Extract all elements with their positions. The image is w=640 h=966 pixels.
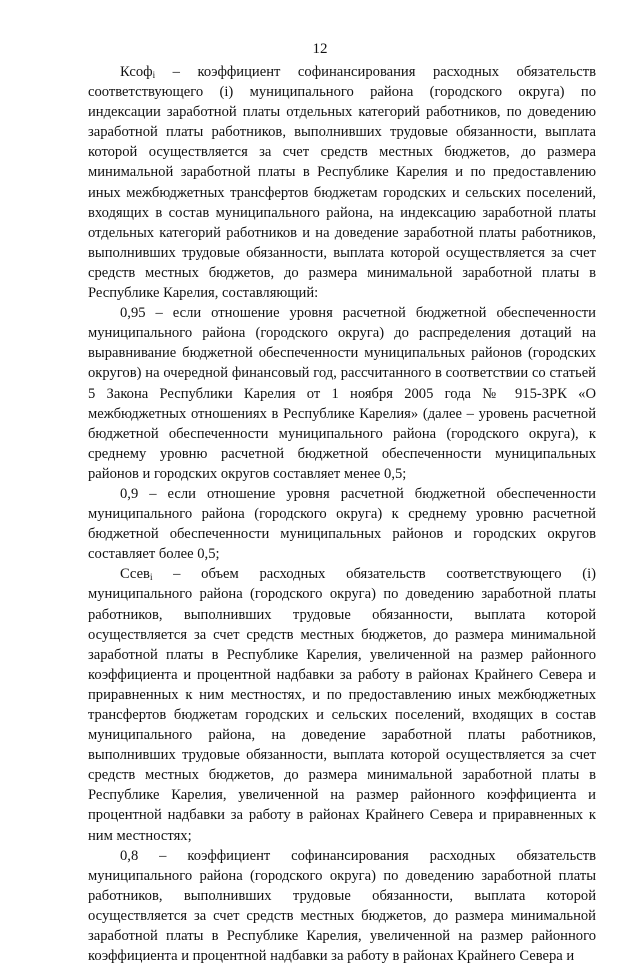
paragraph-ssev-volume — [88, 564, 596, 845]
paragraph-ksof-coefficient — [88, 62, 596, 303]
formula-subscript: i — [149, 572, 153, 583]
paragraph-text: – коэффициент софинансирования расходных обязательств соответствующего (i) муниципального района (городского округа) по индексации заработной платы отдельных категорий работников, по доведению заработной платы работников, выполнивших трудовые обязанности, выплата которой осуществляется за счет средств местных бюджетов, до размера минимальной заработной платы в Республике Карелия и по предоставлению иных межбюджетных трансфертов бюджетам городских и сельских поселений, входящих в состав муниципального района, на индексацию заработной платы отдельных категорий работников и на доведение заработной платы работников, выполнивших трудовые обязанности, выплата которой осуществляется за счет средств местных бюджетов, до размера минимальной заработной платы в Республике Карелия, составляющий: — [88, 64, 596, 302]
paragraph-text: 0,95 – если отношение уровня расчетной бюджетной обеспеченности муниципального района (городского округа) до распределения дотаций на выравнивание бюджетной обеспеченности муниципальных районов (городских округов) на очередной финансовый год, рассчитанного в соответствии со статьей 5 Закона Республики Карелия от 1 ноября 2005 года № 915-ЗРК «О межбюджетных отношениях в Республике Карелия» (далее – уровень расчетной бюджетной обеспеченности муниципального района (городского округа), к среднему уровню расчетной бюджетной обеспеченности муниципальных районов и городских округов составляет менее 0,5; — [88, 305, 596, 482]
paragraph-coefficient-09 — [88, 484, 596, 564]
paragraph-coefficient-08 — [88, 846, 596, 966]
formula-symbol: Ксоф — [120, 64, 153, 80]
formula-symbol: Ссев — [120, 566, 150, 583]
paragraph-text: 0,9 – если отношение уровня расчетной бюджетной обеспеченности муниципального района (городского округа) к среднему уровню расчетной бюджетной обеспеченности муниципальных районов и городских округов составляет более 0,5; — [88, 485, 596, 563]
paragraph-text: – объем расходных обязательств соответствующего (i) муниципального района (городского округа) по доведению заработной платы работников, выполнивших трудовые обязанности, выплата которой осуществляется за счет средств местных бюджетов, до размера минимальной заработной платы в Республике Карелия, увеличенной на размер районного коэффициента и процентной надбавки за работу в районах Крайнего Севера и приравненных к ним местностях, и по предоставлению иных межбюджетных трансфертов бюджетам городских и сельских поселений, входящих в состав муниципального района, на доведение заработной платы работников, выполнивших трудовые обязанности, выплата которой осуществляется за счет средств местных бюджетов, до размера минимальной заработной платы в Республике Карелия, увеличенной на размер районного коэффициента и процентной надбавки за работу в районах Крайнего Севера и приравненных к ним местностях; — [88, 566, 596, 844]
formula-subscript: i — [152, 70, 156, 80]
paragraph-text: 0,8 – коэффициент софинансирования расходных обязательств муниципального района (городского округа) по доведению заработной платы работников, выполнивших трудовые обязанности, выплата которой осуществляется за счет средств местных бюджетов, до размера минимальной заработной платы в Республике Карелия, увеличенной на размер районного коэффициента и процентной надбавки за работу в районах Крайнего Севера и — [88, 847, 596, 965]
document-body — [88, 62, 596, 966]
paragraph-coefficient-095 — [88, 303, 596, 484]
page-number: 12 — [312, 41, 328, 57]
